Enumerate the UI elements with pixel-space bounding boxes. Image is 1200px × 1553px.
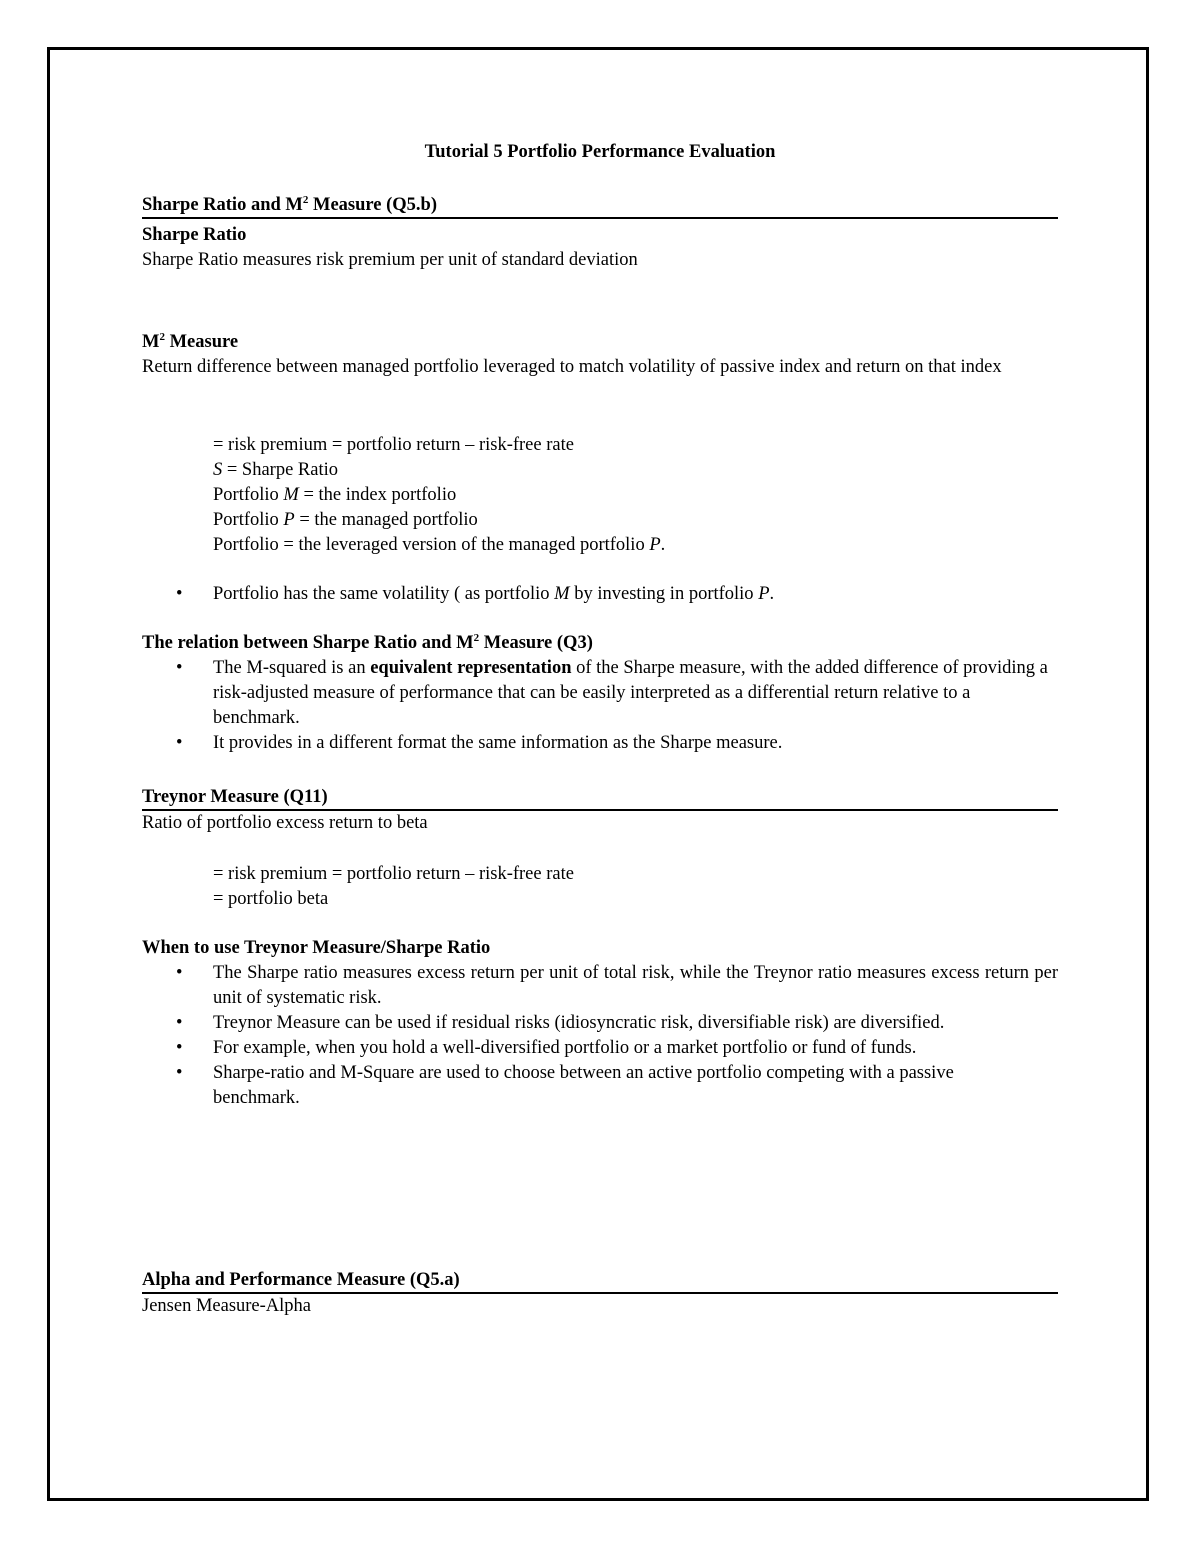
subheading-when-to-use: When to use Treynor Measure/Sharpe Ratio — [142, 938, 491, 958]
heading-text: Sharpe Ratio and M — [142, 195, 303, 215]
subheading-relation — [142, 631, 1058, 656]
section-heading-sharpe-m2 — [142, 193, 1058, 219]
list-item: • Treynor Measure can be used if residual risks (idiosyncratic risk, diversifiable risk) are diversified. — [142, 1011, 1058, 1036]
bullet-text: of the Sharpe measure, with the added difference of providing a risk-adjusted measure of performance that can be easily interpreted as a differential return relative to a benchmark. — [213, 658, 1048, 728]
heading-text: Measure — [164, 332, 239, 352]
definition-risk-premium: = risk premium = portfolio return – risk-free rate — [213, 435, 574, 455]
document-title: Tutorial 5 Portfolio Performance Evaluation — [424, 142, 776, 162]
list-item — [142, 656, 1058, 731]
variable: P — [283, 510, 295, 530]
treynor-text: Ratio of portfolio excess return to beta — [142, 813, 428, 833]
bullet-text: . — [769, 584, 775, 604]
section-heading-alpha: Alpha and Performance Measure (Q5.a) — [142, 1268, 1058, 1294]
definition-text: = Sharpe Ratio — [222, 460, 339, 480]
section-heading-treynor: Treynor Measure (Q11) — [142, 785, 1058, 811]
heading-text: M — [142, 332, 160, 352]
bullet-text: Portfolio has the same volatility ( as portfolio — [213, 584, 555, 604]
variable: P — [758, 584, 770, 604]
definition-leveraged-portfolio — [142, 533, 1058, 558]
definition-risk-premium: = risk premium = portfolio return – risk-free rate — [213, 864, 574, 884]
bullet-text: by investing in portfolio — [569, 584, 759, 604]
list-item: • For example, when you hold a well-diversified portfolio or a market portfolio or fund of funds. — [142, 1036, 1058, 1061]
definition-text: Portfolio — [213, 510, 284, 530]
variable: M — [283, 485, 299, 505]
definition-portfolio-m — [142, 483, 1058, 508]
subheading-sharpe-ratio: Sharpe Ratio — [142, 225, 247, 245]
superscript: 2 — [159, 330, 165, 343]
subheading-m2-measure — [142, 330, 1058, 355]
definition-text: = the index portfolio — [298, 485, 457, 505]
definition-portfolio-p — [142, 508, 1058, 533]
heading-text: The relation between Sharpe Ratio and M — [142, 633, 474, 653]
definition-text: . — [660, 535, 666, 555]
definition-text: Portfolio — [213, 485, 284, 505]
document-body — [142, 140, 1058, 1319]
superscript: 2 — [302, 193, 309, 206]
list-item: • The Sharpe ratio measures excess return per unit of total risk, while the Treynor ratio measures excess return per unit of systematic risk. — [142, 961, 1058, 1011]
heading-text: Measure (Q5.b) — [308, 195, 437, 215]
heading-text: Measure (Q3) — [479, 633, 593, 653]
definition-text: Portfolio = the leveraged version of the managed portfolio — [213, 535, 650, 555]
sharpe-ratio-text: Sharpe Ratio measures risk premium per unit of standard deviation — [142, 250, 638, 270]
when-bullet-list — [142, 961, 1058, 1111]
definition-beta: = portfolio beta — [213, 889, 329, 909]
variable: S — [213, 460, 223, 480]
definition-text: = the managed portfolio — [294, 510, 478, 530]
list-item: • It provides in a different format the same information as the Sharpe measure. — [142, 731, 1058, 756]
list-item: • Sharpe-ratio and M-Square are used to choose between an active portfolio competing with a passive benchmark. — [142, 1061, 1058, 1111]
variable: M — [554, 584, 570, 604]
superscript: 2 — [473, 631, 480, 644]
bullet-text: The M-squared is an — [213, 658, 371, 678]
m2-measure-text: Return difference between managed portfolio leveraged to match volatility of passive index and return on that index — [142, 357, 1002, 377]
relation-bullet-list — [142, 656, 1058, 756]
bold-text: equivalent representation — [370, 658, 572, 678]
variable: P — [649, 535, 661, 555]
definition-sharpe — [142, 458, 1058, 483]
volatility-bullet-list — [142, 582, 1058, 607]
alpha-text: Jensen Measure-Alpha — [142, 1296, 312, 1316]
list-item — [142, 582, 1058, 607]
